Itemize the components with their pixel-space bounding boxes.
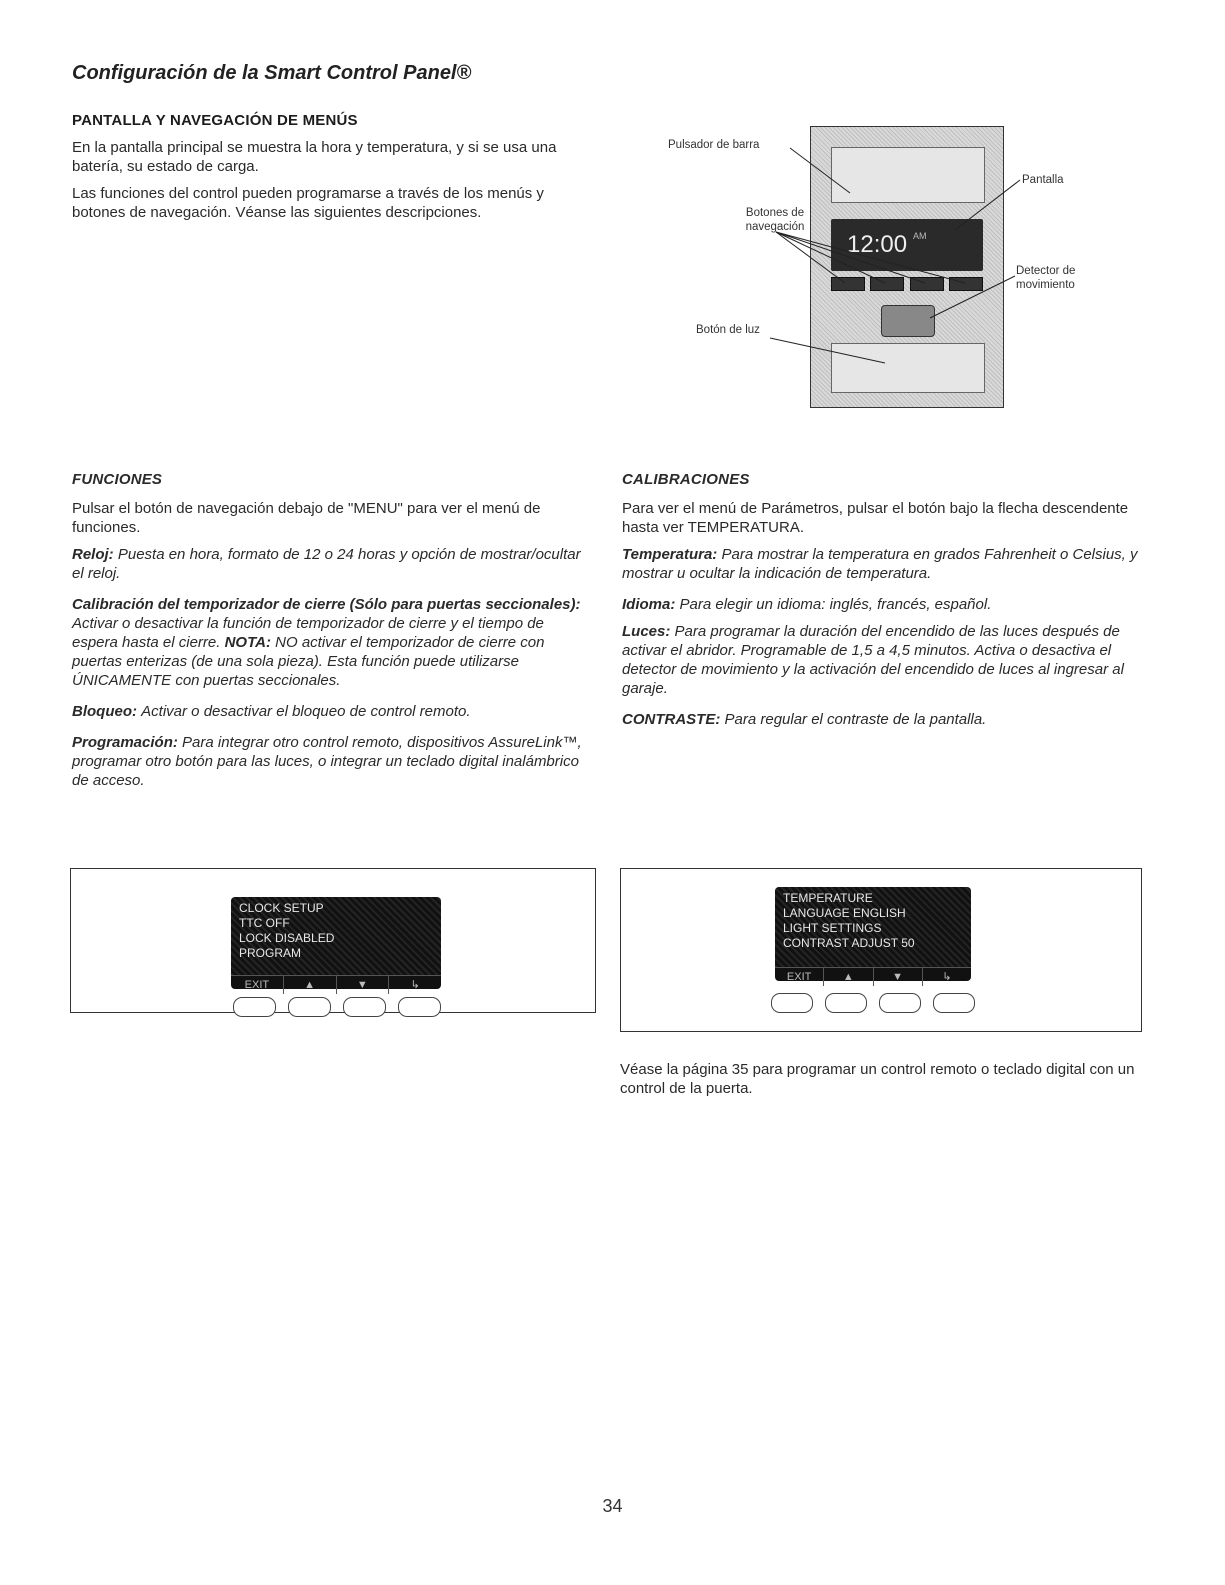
- calib-text: Activar o desactivar la función de temporizador de cierre y el tiempo de espera hasta el cierre.: [72, 615, 544, 651]
- section-heading-display: PANTALLA Y NAVEGACIÓN DE MENÚS: [72, 112, 358, 129]
- label-light-button: Botón de luz: [696, 324, 760, 336]
- exit-label: EXIT: [244, 978, 270, 991]
- lcd-nav-bar: [775, 967, 971, 986]
- calibraciones-intro: Para ver el menú de Parámetros, pulsar el botón bajo la flecha descendente hasta ver TEMPERATURA.: [622, 500, 1129, 536]
- menu-row-clock-setup: CLOCK SETUP: [239, 901, 324, 915]
- nota-term: NOTA:: [224, 634, 271, 651]
- enter-arrow-icon: ↳: [922, 968, 971, 986]
- bloqueo-term: Bloqueo:: [72, 703, 137, 720]
- menu-row-program: PROGRAM: [239, 946, 302, 960]
- leader-lines: [660, 118, 1090, 410]
- bloqueo-text: Activar o desactivar el bloqueo de control remoto.: [141, 703, 471, 720]
- section-intro: [72, 138, 592, 230]
- luces-term: Luces:: [622, 623, 671, 640]
- label-screen: Pantalla: [1022, 174, 1064, 186]
- intro-paragraph-1: En la pantalla principal se muestra la hora y temperatura, y si se usa una batería, su estado de carga.: [72, 139, 557, 175]
- calib-term: Calibración del temporizador de cierre (Sólo para puertas seccionales):: [72, 596, 581, 613]
- ampm-readout: AM: [913, 231, 927, 241]
- enter-arrow-icon: ↳: [388, 976, 441, 994]
- soft-button-4[interactable]: [933, 993, 975, 1013]
- page-title: Configuración de la Smart Control Panel®: [72, 62, 472, 84]
- funciones-section: [72, 470, 592, 798]
- calibraciones-section: [622, 470, 1152, 737]
- label-bar-button: Pulsador de barra: [668, 139, 760, 151]
- reloj-term: Reloj:: [72, 546, 114, 563]
- idioma-text: Para elegir un idioma: inglés, francés, español.: [679, 596, 992, 613]
- arrow-up-icon: ▲: [823, 968, 872, 986]
- label-motion-detector: Detector de movimiento: [1016, 265, 1076, 291]
- footer-note: Véase la página 35 para programar un control remoto o teclado digital con un control de la puerta.: [620, 1061, 1135, 1097]
- menu-row-language: LANGUAGE ENGLISH: [783, 906, 906, 920]
- soft-button-1[interactable]: [771, 993, 813, 1013]
- soft-button-2[interactable]: [288, 997, 331, 1017]
- arrow-down-icon: ▼: [873, 968, 922, 986]
- menu-row-light-settings: LIGHT SETTINGS: [783, 921, 882, 935]
- control-panel-diagram: [660, 118, 1090, 410]
- lcd-nav-bar: [231, 975, 441, 994]
- menu-row-contrast: CONTRAST ADJUST 50: [783, 936, 915, 950]
- nota-text: NO activar el temporizador de cierre con puertas enterizas (de una sola pieza). Esta función puede utilizarse ÚNICAMENTE con puertas seccionales.: [72, 634, 545, 689]
- exit-label: EXIT: [786, 970, 812, 983]
- settings-menu-illustration: [620, 868, 1142, 1032]
- soft-button-row: [765, 993, 981, 1013]
- clock-readout: 12:00: [847, 231, 908, 258]
- funciones-heading: FUNCIONES: [72, 471, 163, 488]
- prog-term: Programación:: [72, 734, 178, 751]
- soft-button-2[interactable]: [825, 993, 867, 1013]
- functions-menu-illustration: [70, 868, 596, 1013]
- label-nav-buttons: Botones de navegación: [745, 207, 805, 233]
- soft-button-3[interactable]: [879, 993, 921, 1013]
- settings-lcd: [775, 887, 971, 981]
- soft-button-row: [227, 997, 447, 1017]
- luces-text: Para programar la duración del encendido de las luces después de activar el abridor. Programable de 1,5 a 4,5 minutos. Activa o desactiva el detector de movimiento y la activación del encendido de luces al ingresar al garaje.: [622, 623, 1124, 697]
- idioma-term: Idioma:: [622, 596, 676, 613]
- soft-button-4[interactable]: [398, 997, 441, 1017]
- funciones-intro: Pulsar el botón de navegación debajo de "MENU" para ver el menú de funciones.: [72, 500, 541, 536]
- intro-paragraph-2: Las funciones del control pueden programarse a través de los menús y botones de navegación. Véanse las siguientes descripciones.: [72, 185, 544, 221]
- menu-row-ttc: TTC OFF: [239, 916, 290, 930]
- soft-button-1[interactable]: [233, 997, 276, 1017]
- soft-button-3[interactable]: [343, 997, 386, 1017]
- menu-row-temperature: TEMPERATURE: [783, 891, 873, 905]
- page-number: 34: [602, 1496, 623, 1516]
- calibraciones-heading: CALIBRACIONES: [622, 471, 750, 488]
- reloj-text: Puesta en hora, formato de 12 o 24 horas y opción de mostrar/ocultar el reloj.: [72, 546, 581, 582]
- arrow-up-icon: ▲: [283, 976, 336, 994]
- arrow-down-icon: ▼: [336, 976, 389, 994]
- contraste-term: CONTRASTE:: [622, 711, 721, 728]
- temp-text: Para mostrar la temperatura en grados Fahrenheit o Celsius, y mostrar u ocultar la indicación de temperatura.: [622, 546, 1138, 582]
- menu-row-lock: LOCK DISABLED: [239, 931, 335, 945]
- prog-text: Para integrar otro control remoto, dispositivos AssureLink™, programar otro botón para las luces, o integrar un teclado digital inalámbrico de acceso.: [72, 734, 582, 789]
- temp-term: Temperatura:: [622, 546, 718, 563]
- contraste-text: Para regular el contraste de la pantalla.: [724, 711, 987, 728]
- functions-lcd: [231, 897, 441, 989]
